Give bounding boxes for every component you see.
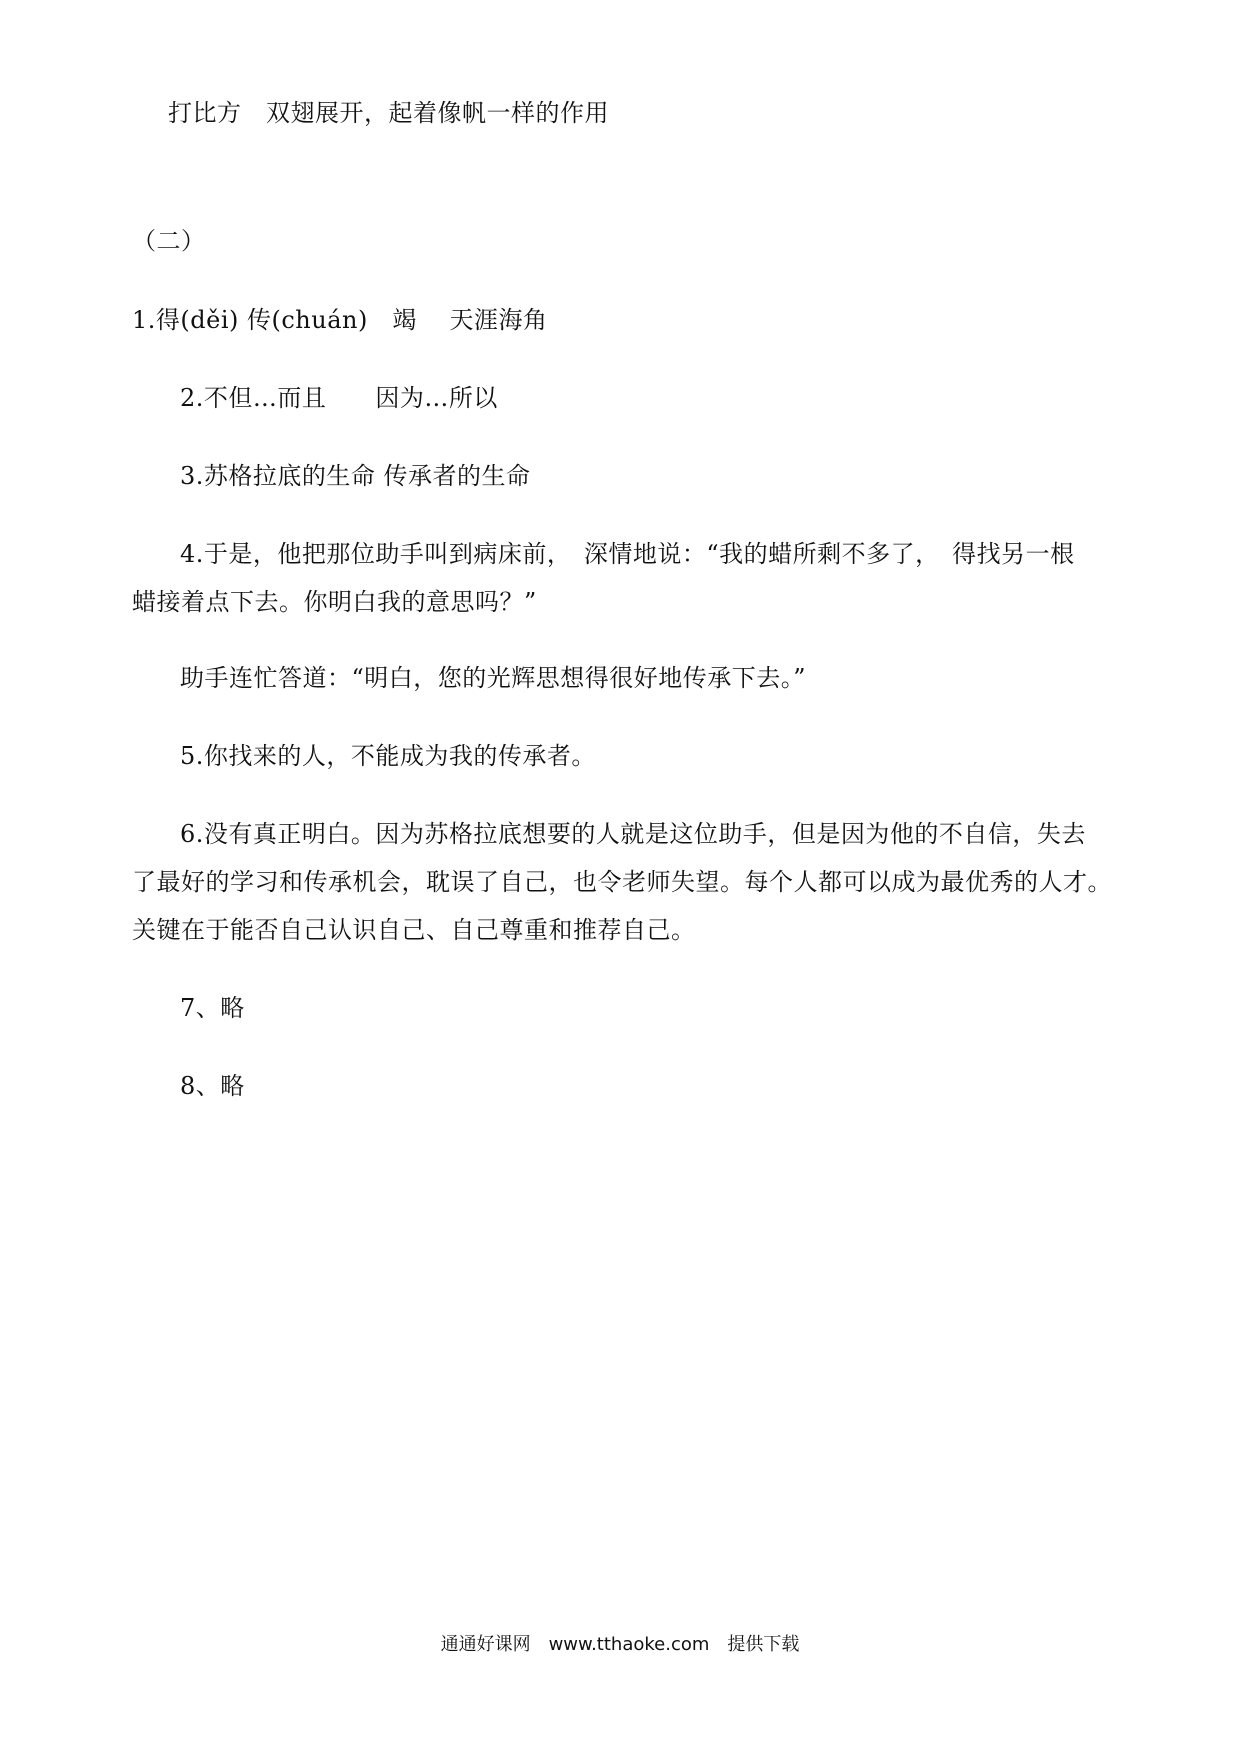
answer-line-4a: 4.于是，他把那位助手叫到病床前， 深情地说：“我的蜡所剩不多了， 得找另一根 [180, 540, 1075, 568]
answer-line-6c: 关键在于能否自己认识自己、自己尊重和推荐自己。 [132, 916, 696, 944]
answer-line-5: 5.你找来的人，不能成为我的传承者。 [180, 742, 596, 770]
answer-line-2: 2.不但…而且 因为…所以 [180, 384, 498, 412]
answer-line-8: 8、略 [180, 1072, 245, 1100]
answer-line-7: 7、略 [180, 994, 245, 1022]
answer-line-6a: 6.没有真正明白。因为苏格拉底想要的人就是这位助手，但是因为他的不自信，失去 [180, 820, 1086, 848]
answer-line-4b: 蜡接着点下去。你明白我的意思吗？” [132, 588, 537, 616]
answer-line-1: 1.得(děi) 传(chuán) 竭 天涯海角 [132, 306, 548, 334]
answer-line-4c: 助手连忙答道：“明白，您的光辉思想得很好地传承下去。” [180, 664, 807, 692]
section-heading: （二） [132, 227, 206, 255]
answer-line-rhetoric: 打比方 双翅展开，起着像帆一样的作用 [168, 99, 609, 127]
page-footer: 通通好课网 www.tthaoke.com 提供下载 [440, 1634, 800, 1655]
answer-line-6b: 了最好的学习和传承机会，耽误了自己，也令老师失望。每个人都可以成为最优秀的人才。 [132, 868, 1112, 896]
answer-line-3: 3.苏格拉底的生命 传承者的生命 [180, 462, 531, 490]
